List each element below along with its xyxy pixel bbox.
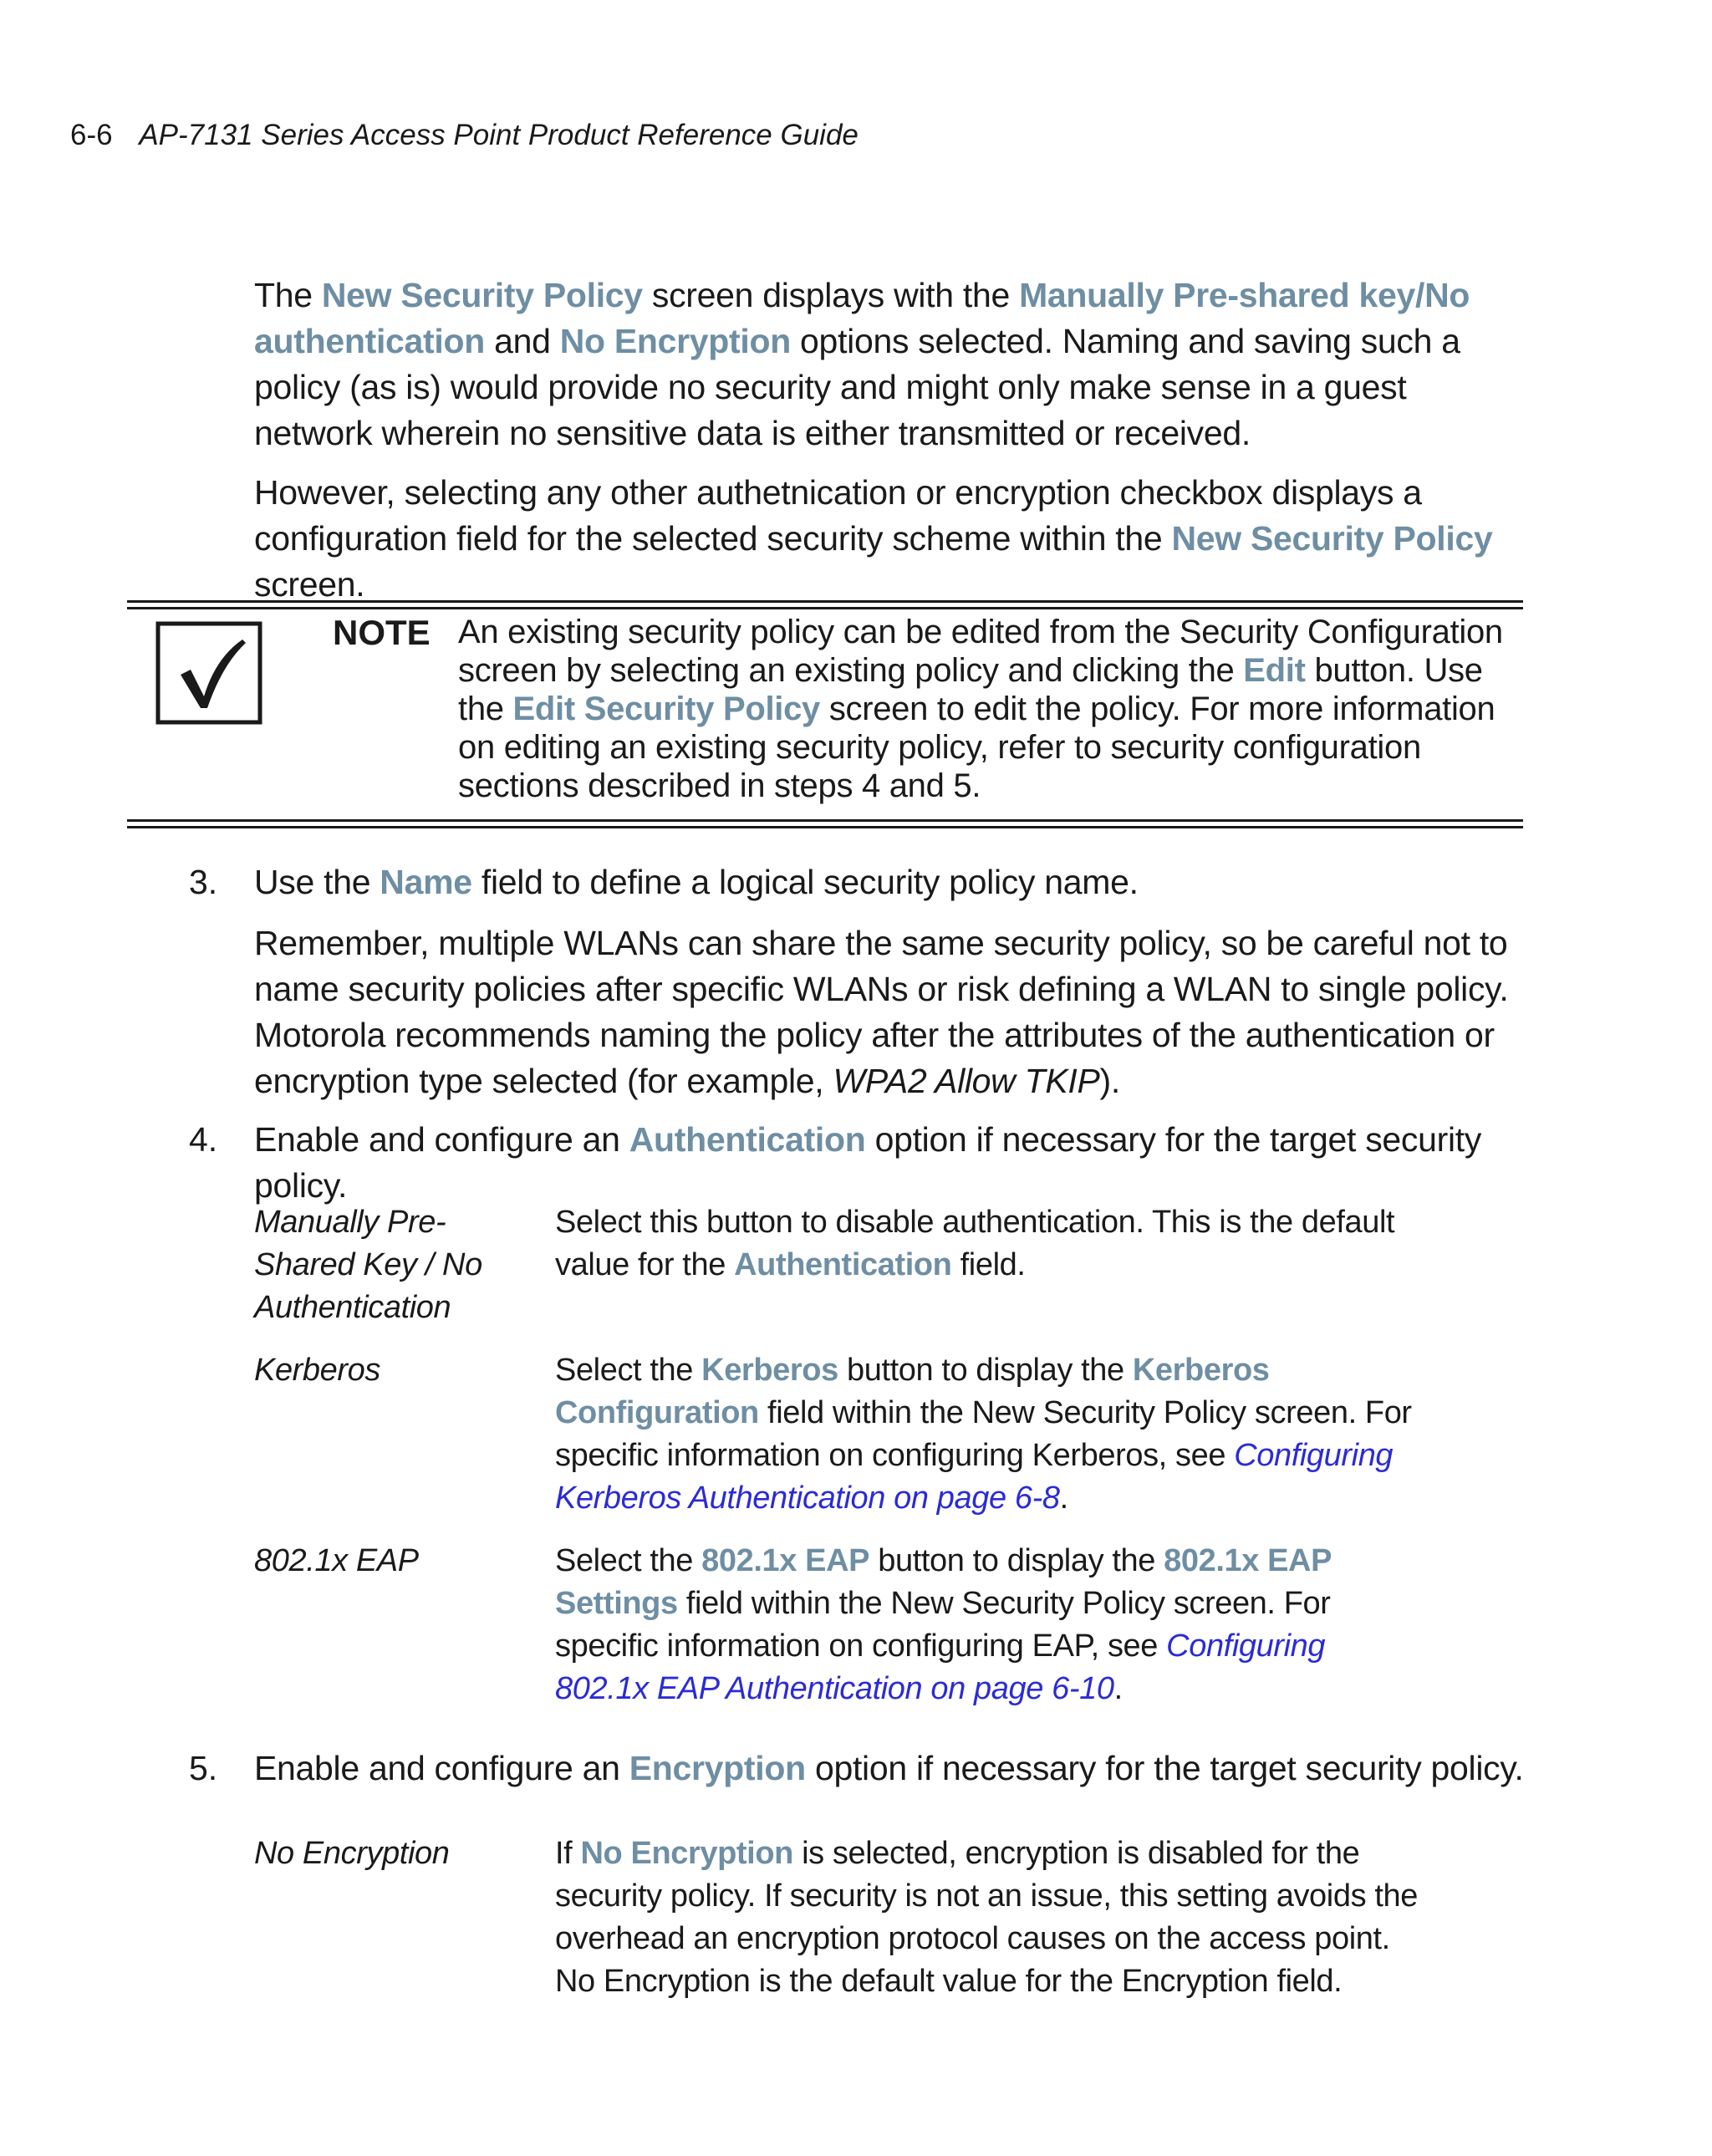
- step-4-text: Enable and configure an Authentication option if necessary for the target security policy.: [254, 1120, 1482, 1205]
- page-number: 6-6: [70, 119, 113, 151]
- auth-option-kerberos-description: Select the Kerberos button to display the Kerberos Configuration field within the New Security Policy screen. For specific information on configuring Kerberos, see Configuring Kerberos Authentication on page 6-8.: [555, 1353, 1412, 1516]
- ui-term: Authentication: [734, 1247, 952, 1282]
- auth-option-kerberos-term: Kerberos: [254, 1353, 380, 1388]
- auth-option-eap-description: Select the 802.1x EAP button to display the 802.1x EAP Settings field within the New Security Policy screen. For specific information on configuring EAP, see Configuring 802.1x EAP Authentication on page 6-10.: [555, 1543, 1332, 1706]
- note-bottom-rule: [127, 819, 1523, 828]
- step-3-text: Use the Name field to define a logical security policy name.: [254, 863, 1139, 901]
- step-5-number: 5.: [189, 1749, 218, 1787]
- intro-paragraph-1: The New Security Policy screen displays with the Manually Pre-shared key/No authentication and No Encryption options selected. Naming and saving such a policy (as is) would provide no security and might only make sense in a guest network wherein no sensitive data is either transmitted or received.: [254, 276, 1470, 452]
- auth-option-psk-description: Select this button to disable authentication. This is the default value for the Authentication field.: [555, 1205, 1395, 1282]
- ui-term: 802.1x EAP: [701, 1543, 870, 1578]
- enc-option-none-term: No Encryption: [254, 1836, 450, 1871]
- ui-term: No Encryption: [559, 322, 791, 360]
- ui-term: No Encryption: [580, 1836, 793, 1871]
- ui-term: Edit: [1243, 652, 1306, 689]
- step-3-detail: Remember, multiple WLANs can share the same security policy, so be careful not to name security policies after specific WLANs or risk defining a WLAN to single policy. Motorola recommends naming the policy after the attributes of the authentication or encryption type selected (for example, WPA2 Allow TKIP).: [254, 924, 1509, 1100]
- auth-option-psk-term: Manually Pre-Shared Key / No Authentication: [254, 1205, 482, 1325]
- step-4-number: 4.: [189, 1120, 218, 1159]
- ui-term: Manually Pre-shared key/No authentication: [254, 276, 1470, 360]
- intro-paragraph-2: However, selecting any other authetnication or encryption checkbox displays a configuration field for the selected security scheme within the New Security Policy screen.: [254, 473, 1493, 604]
- kerberos-auth-link[interactable]: Configuring Kerberos Authentication on page 6-8: [555, 1438, 1394, 1516]
- ui-term: Edit Security Policy: [512, 691, 820, 727]
- step-3-number: 3.: [189, 863, 218, 901]
- checkbox-check-icon: [155, 621, 262, 725]
- note-label: NOTE: [333, 613, 431, 652]
- ui-term: Kerberos Configuration: [555, 1353, 1270, 1430]
- ui-term: Encryption: [629, 1749, 806, 1787]
- ui-term: Authentication: [629, 1120, 866, 1159]
- guide-title: AP-7131 Series Access Point Product Reference Guide: [139, 119, 859, 151]
- auth-option-eap-term: 802.1x EAP: [254, 1543, 419, 1578]
- running-header: [70, 119, 859, 152]
- eap-auth-link[interactable]: Configuring 802.1x EAP Authentication on page 6-10: [555, 1628, 1326, 1706]
- ui-term: 802.1x EAP Settings: [555, 1543, 1332, 1621]
- ui-term: Kerberos: [701, 1353, 838, 1388]
- ui-term: Name: [380, 863, 472, 901]
- enc-option-none-description: If No Encryption is selected, encryption is disabled for the security policy. If security is not an issue, this setting avoids the overhead an encryption protocol causes on the access point. No Encryption is the default value for the Encryption field.: [555, 1836, 1418, 1999]
- note-top-rule: [127, 600, 1523, 609]
- step-5-text: Enable and configure an Encryption option if necessary for the target security policy.: [254, 1749, 1524, 1787]
- note-text: An existing security policy can be edited from the Security Configuration screen by selecting an existing policy and clicking the Edit button. Use the Edit Security Policy screen to edit the policy. For more information on editing an existing security policy, refer to security configuration sections described in steps 4 and 5.: [458, 614, 1503, 804]
- example-name: WPA2 Allow TKIP: [833, 1062, 1100, 1100]
- ui-term: New Security Policy: [321, 276, 643, 314]
- ui-term: New Security Policy: [1171, 519, 1493, 558]
